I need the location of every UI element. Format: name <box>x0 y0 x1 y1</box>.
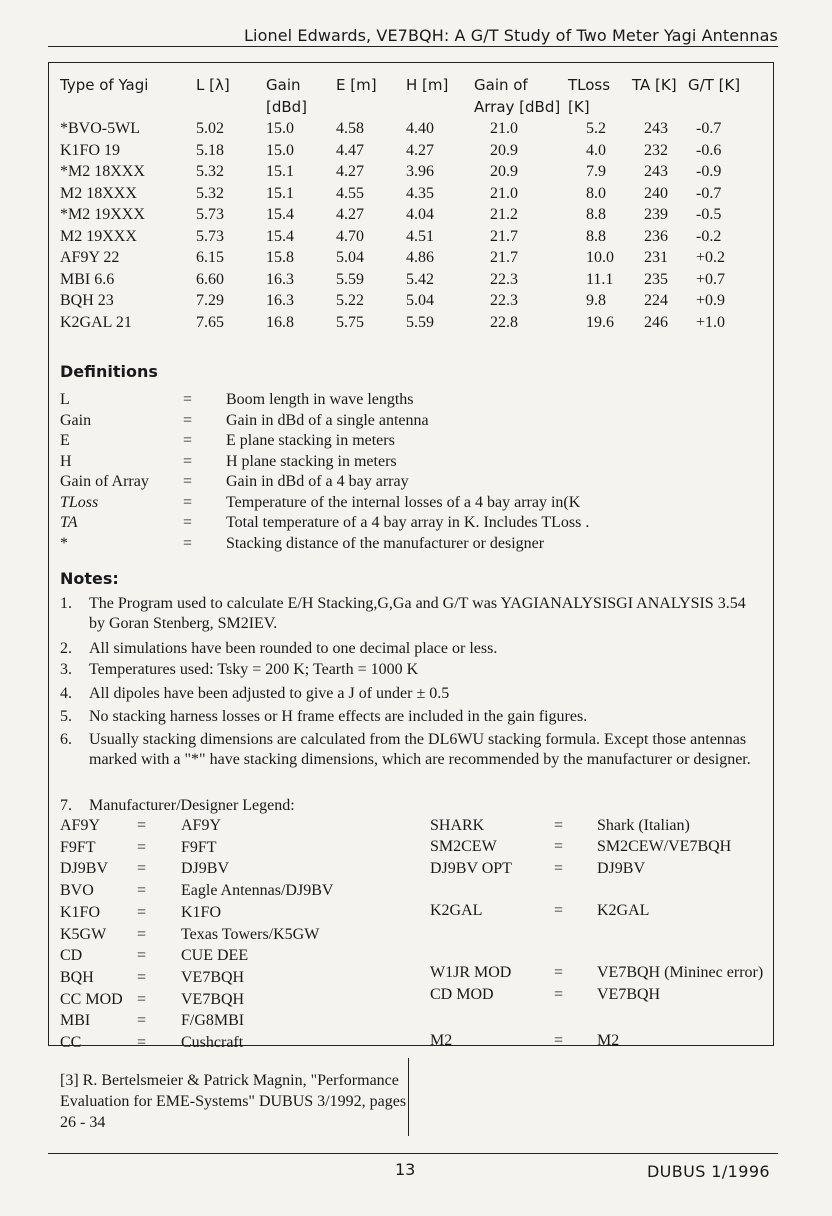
table-header-row <box>60 74 748 118</box>
cell-type: *BVO-5WL <box>60 120 140 137</box>
cell-ta: 232 <box>644 141 668 159</box>
definition-term: L <box>60 391 70 408</box>
equals-sign: = <box>137 903 147 921</box>
cell-ta: 235 <box>644 270 668 288</box>
header-type: Type of Yagi <box>60 76 149 94</box>
cell-tloss: 4.0 <box>586 141 606 159</box>
cell-tloss: 8.8 <box>586 206 606 223</box>
definition-term: Gain of Array <box>60 473 149 490</box>
cell-tloss: 9.8 <box>586 292 606 309</box>
footer-rule <box>48 1153 778 1154</box>
cell-gain-array: 20.9 <box>490 141 518 159</box>
table-row <box>60 247 748 269</box>
cell-e-stack: 4.55 <box>336 184 364 202</box>
table-row <box>60 290 748 312</box>
legend-name: M2 <box>597 1032 620 1049</box>
equals-sign: = <box>137 947 147 965</box>
header-gt: G/T [K] <box>688 76 741 94</box>
equals-sign: = <box>183 514 193 531</box>
header-ta: TA [K] <box>632 76 677 94</box>
cell-length: 6.60 <box>196 270 224 288</box>
header-e: E [m] <box>336 76 377 94</box>
definition-term: TLoss <box>60 493 99 511</box>
note-text: Usually stacking dimensions are calculated from the DL6WU stacking formula. Except those antennas marked with a "*" have stacking dimensions, which are recommended by the manufacturer or designer. <box>89 731 751 768</box>
cell-ta: 239 <box>644 206 668 223</box>
equals-sign: = <box>183 391 193 408</box>
equals-sign: = <box>554 986 564 1003</box>
legend-code: SM2CEW <box>430 838 497 855</box>
cell-gain: 16.8 <box>266 313 294 331</box>
definition-desc: Temperature of the internal losses of a 4 bay array in(K <box>226 493 581 511</box>
equals-sign: = <box>554 817 564 834</box>
cell-tloss: 5.2 <box>586 120 606 137</box>
equals-sign: = <box>554 838 564 855</box>
cell-gt: -0.7 <box>696 120 722 137</box>
legend-code: K2GAL <box>430 902 483 919</box>
legend-code: DJ9BV <box>60 860 109 878</box>
legend-name: VE7BQH <box>597 986 661 1003</box>
definition-term: Gain <box>60 411 92 429</box>
legend-code: CC MOD <box>60 990 123 1008</box>
legend-code: M2 <box>430 1032 453 1049</box>
cell-e-stack: 4.47 <box>336 141 364 159</box>
cell-gain-array: 21.0 <box>490 184 518 202</box>
equals-sign: = <box>137 1034 147 1051</box>
legend-code: CD <box>60 947 83 965</box>
definitions-title: Definitions <box>60 362 158 381</box>
table-row <box>60 269 748 291</box>
note-text: Temperatures used: Tsky = 200 K; Tearth = 1000 K <box>89 661 419 678</box>
cell-ta: 231 <box>644 249 668 266</box>
definition-desc: Gain in dBd of a single antenna <box>226 411 429 429</box>
cell-e-stack: 4.58 <box>336 120 364 137</box>
definition-desc: E plane stacking in meters <box>226 432 395 449</box>
cell-gain-array: 22.8 <box>490 313 518 331</box>
cell-gain-array: 21.0 <box>490 120 518 137</box>
cell-length: 6.15 <box>196 249 224 266</box>
running-header: Lionel Edwards, VE7BQH: A G/T Study of Two Meter Yagi Antennas <box>244 26 778 45</box>
equals-sign: = <box>137 968 147 986</box>
cell-tloss: 11.1 <box>586 270 614 288</box>
cell-length: 5.32 <box>196 184 224 202</box>
cell-type: MBI 6.6 <box>60 270 115 288</box>
cell-length: 5.73 <box>196 206 224 223</box>
cell-length: 5.73 <box>196 227 224 245</box>
legend-code: CC <box>60 1034 82 1051</box>
cell-type: K1FO 19 <box>60 141 121 159</box>
cell-gt: +0.2 <box>696 249 726 266</box>
equals-sign: = <box>554 1032 564 1049</box>
page-number: 13 <box>395 1160 416 1179</box>
cell-type: M2 18XXX <box>60 184 137 202</box>
cell-h-stack: 4.86 <box>406 249 434 266</box>
legend-name: DJ9BV <box>181 860 230 878</box>
cell-type: AF9Y 22 <box>60 249 120 266</box>
cell-gain: 15.0 <box>266 141 294 159</box>
equals-sign: = <box>137 860 147 878</box>
cell-e-stack: 5.59 <box>336 270 364 288</box>
cell-gain: 15.4 <box>266 206 294 223</box>
header-rule <box>48 46 778 47</box>
legend-code: W1JR MOD <box>430 964 512 981</box>
cell-ta: 236 <box>644 227 668 245</box>
cell-type: BQH 23 <box>60 292 114 309</box>
definition-desc: Gain in dBd of a 4 bay array <box>226 473 409 490</box>
cell-ta: 246 <box>644 313 668 331</box>
table-row <box>60 140 748 162</box>
equals-sign: = <box>554 860 564 877</box>
cell-gt: +1.0 <box>696 313 726 331</box>
cell-gain: 15.8 <box>266 249 294 266</box>
table-row <box>60 226 748 248</box>
table-row <box>60 118 748 140</box>
reference-3: [3] R. Bertelsmeier & Patrick Magnin, "Performance Evaluation for EME-Systems" DUBUS 3/1992, pages 26 - 34 <box>60 1072 407 1131</box>
equals-sign: = <box>137 838 147 856</box>
cell-gt: -0.9 <box>696 163 722 180</box>
header-tloss: TLoss [K] <box>568 76 611 116</box>
cell-ta: 243 <box>644 163 668 180</box>
note-number: 7. <box>60 797 72 814</box>
cell-h-stack: 3.96 <box>406 163 434 180</box>
cell-h-stack: 5.59 <box>406 313 434 331</box>
cell-gt: +0.7 <box>696 270 726 288</box>
legend-code: K5GW <box>60 925 107 943</box>
cell-h-stack: 4.40 <box>406 120 434 137</box>
yagi-table <box>60 74 748 333</box>
cell-e-stack: 5.22 <box>336 292 364 309</box>
header-h: H [m] <box>406 76 449 94</box>
cell-gain-array: 22.3 <box>490 270 518 288</box>
cell-gain: 15.1 <box>266 184 294 202</box>
header-length: L [λ] <box>196 76 230 94</box>
header-gain: Gain [dBd] <box>266 76 308 116</box>
definition-desc: Boom length in wave lengths <box>226 391 414 408</box>
cell-h-stack: 5.42 <box>406 270 434 288</box>
legend-code: AF9Y <box>60 817 101 834</box>
legend-name: F9FT <box>181 838 217 856</box>
reference-rule <box>408 1058 409 1136</box>
legend-name: VE7BQH <box>181 990 245 1008</box>
equals-sign: = <box>554 964 564 981</box>
cell-length: 5.32 <box>196 163 224 180</box>
equals-sign: = <box>183 534 193 552</box>
equals-sign: = <box>183 452 193 470</box>
legend-name: VE7BQH <box>181 968 245 986</box>
note-number: 6. <box>60 731 72 748</box>
legend-name: CUE DEE <box>181 947 249 965</box>
table-row <box>60 204 748 226</box>
legend-name: VE7BQH (Mininec error) <box>597 964 764 981</box>
cell-gt: -0.7 <box>696 184 722 202</box>
issue-label: DUBUS 1/1996 <box>646 1162 770 1181</box>
definition-term: * <box>60 534 68 552</box>
cell-h-stack: 4.51 <box>406 227 434 245</box>
legend-name: Eagle Antennas/DJ9BV <box>181 882 334 900</box>
equals-sign: = <box>137 882 147 900</box>
legend-name: F/G8MBI <box>181 1012 245 1030</box>
cell-gt: -0.2 <box>696 227 722 245</box>
cell-type: M2 19XXX <box>60 227 137 245</box>
equals-sign: = <box>137 990 147 1008</box>
legend-code: MBI <box>60 1012 91 1030</box>
cell-h-stack: 4.35 <box>406 184 434 202</box>
equals-sign: = <box>183 411 193 429</box>
cell-length: 7.65 <box>196 313 224 331</box>
cell-e-stack: 4.27 <box>336 163 364 180</box>
definition-desc: H plane stacking in meters <box>226 452 397 470</box>
legend-code: F9FT <box>60 838 96 856</box>
cell-ta: 243 <box>644 120 668 137</box>
note-text: All dipoles have been adjusted to give a J of under ± 0.5 <box>89 685 450 702</box>
legend-name: K2GAL <box>597 902 650 919</box>
cell-gain: 16.3 <box>266 292 294 309</box>
cell-gain-array: 20.9 <box>490 163 518 180</box>
cell-tloss: 8.8 <box>586 227 606 245</box>
legend-code: K1FO <box>60 903 101 921</box>
cell-tloss: 8.0 <box>586 184 606 202</box>
equals-sign: = <box>137 817 147 834</box>
legend-code: BQH <box>60 968 94 986</box>
note-number: 1. <box>60 595 72 612</box>
cell-tloss: 7.9 <box>586 163 606 180</box>
legend-name: SM2CEW/VE7BQH <box>597 838 732 855</box>
cell-type: *M2 18XXX <box>60 163 145 180</box>
definition-term: TA <box>60 514 78 531</box>
cell-gain-array: 21.7 <box>490 227 518 245</box>
legend-name: Shark (Italian) <box>597 817 690 834</box>
note-text: No stacking harness losses or H frame effects are included in the gain figures. <box>89 708 588 725</box>
equals-sign: = <box>137 925 147 943</box>
equals-sign: = <box>137 1012 147 1030</box>
cell-gain-array: 22.3 <box>490 292 518 309</box>
table-row <box>60 183 748 205</box>
cell-gain: 15.1 <box>266 163 294 180</box>
definition-term: H <box>60 452 72 470</box>
cell-h-stack: 4.27 <box>406 141 434 159</box>
equals-sign: = <box>183 473 193 490</box>
legend-code: BVO <box>60 882 94 900</box>
legend-name: K1FO <box>181 903 222 921</box>
cell-gain-array: 21.2 <box>490 206 518 223</box>
cell-ta: 224 <box>644 292 668 309</box>
note-number: 3. <box>60 661 72 678</box>
header-gain-array: Gain of Array [dBd] <box>474 76 561 116</box>
notes-title: Notes: <box>60 569 119 588</box>
legend-code: DJ9BV OPT <box>430 860 512 877</box>
note-text: All simulations have been rounded to one decimal place or less. <box>89 640 498 657</box>
table-row <box>60 312 748 334</box>
note-number: 4. <box>60 685 72 702</box>
legend-name: Cushcraft <box>181 1034 244 1051</box>
note-text: The Program used to calculate E/H Stacking,G,Ga and G/T was YAGIANALYSISGI ANALYSIS 3.54 by Goran Stenberg, SM2IEV. <box>89 595 746 632</box>
note-number: 2. <box>60 640 72 657</box>
legend-code: CD MOD <box>430 986 494 1003</box>
legend-code: SHARK <box>430 817 485 834</box>
cell-e-stack: 5.75 <box>336 313 364 331</box>
cell-length: 5.02 <box>196 120 224 137</box>
equals-sign: = <box>554 902 564 919</box>
cell-length: 5.18 <box>196 141 224 159</box>
definition-term: E <box>60 432 70 449</box>
legend-name: Texas Towers/K5GW <box>181 925 320 943</box>
cell-gt: -0.6 <box>696 141 722 159</box>
cell-type: K2GAL 21 <box>60 313 132 331</box>
cell-type: *M2 19XXX <box>60 206 145 223</box>
cell-e-stack: 4.70 <box>336 227 364 245</box>
cell-gain: 15.0 <box>266 120 294 137</box>
cell-tloss: 19.6 <box>586 313 614 331</box>
legend-name: DJ9BV <box>597 860 646 877</box>
definition-desc: Total temperature of a 4 bay array in K. Includes TLoss . <box>226 514 590 531</box>
cell-gt: -0.5 <box>696 206 722 223</box>
cell-ta: 240 <box>644 184 668 202</box>
note-text: Manufacturer/Designer Legend: <box>89 797 295 814</box>
cell-gain-array: 21.7 <box>490 249 518 266</box>
cell-e-stack: 4.27 <box>336 206 364 223</box>
note-number: 5. <box>60 708 72 725</box>
cell-e-stack: 5.04 <box>336 249 364 266</box>
definition-desc: Stacking distance of the manufacturer or designer <box>226 534 545 552</box>
table-row <box>60 161 748 183</box>
cell-h-stack: 4.04 <box>406 206 434 223</box>
cell-gt: +0.9 <box>696 292 726 309</box>
equals-sign: = <box>183 432 193 449</box>
cell-tloss: 10.0 <box>586 249 614 266</box>
equals-sign: = <box>183 493 193 511</box>
cell-length: 7.29 <box>196 292 224 309</box>
legend-name: AF9Y <box>181 817 222 834</box>
cell-h-stack: 5.04 <box>406 292 434 309</box>
cell-gain: 16.3 <box>266 270 294 288</box>
cell-gain: 15.4 <box>266 227 294 245</box>
